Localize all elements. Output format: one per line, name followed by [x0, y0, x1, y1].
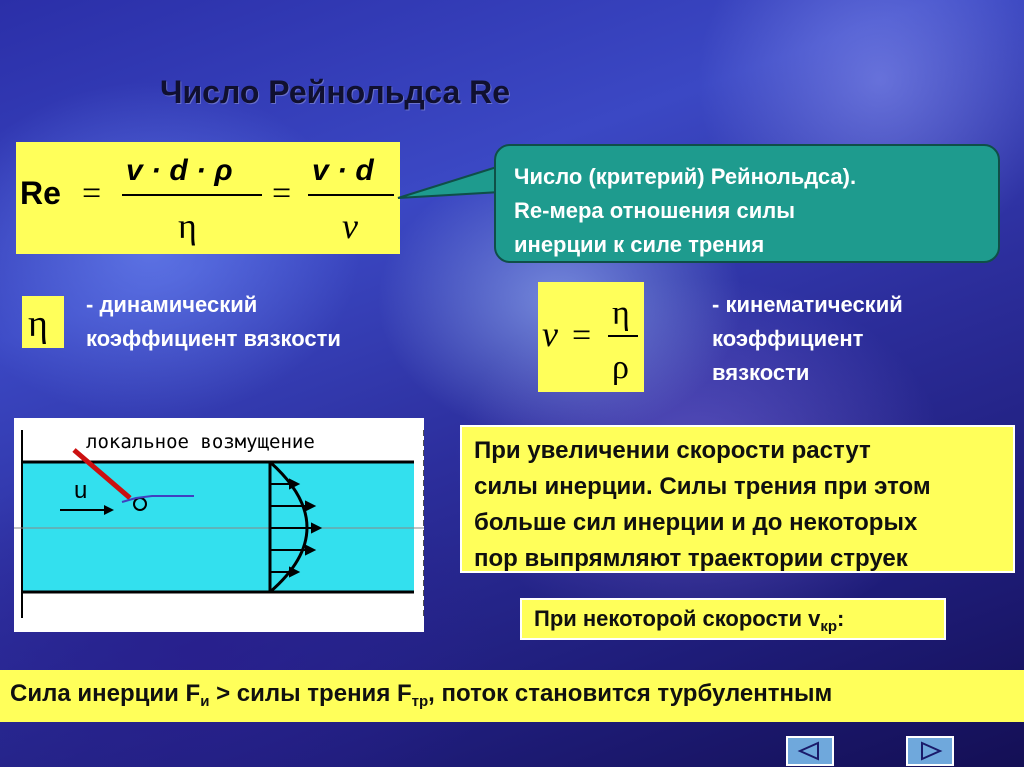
- disturbance-label: локальное возмущение: [86, 431, 315, 453]
- explanation-box: [460, 425, 1015, 573]
- formula-denominator-1: η: [178, 206, 197, 246]
- nu-denominator: ρ: [612, 349, 629, 386]
- kinematic-viscosity-label: [712, 288, 903, 390]
- nu-lhs: ν: [542, 314, 558, 354]
- next-slide-button[interactable]: [906, 736, 954, 766]
- definition-callout: [494, 144, 1000, 263]
- nu-equals: =: [572, 317, 592, 354]
- conclusion-sub-1: и: [200, 693, 210, 710]
- next-arrow-icon: [916, 741, 944, 761]
- formula-denominator-2: ν: [342, 206, 358, 246]
- callout-line-1: Число (критерий) Рейнольдса).: [514, 164, 857, 189]
- page-title: Число Рейнольдса Re: [160, 74, 511, 110]
- explanation-line-4: пор выпрямляют траектории струек: [474, 545, 908, 572]
- dynamic-viscosity-label: [86, 288, 341, 356]
- critical-speed-subscript: кр: [820, 618, 837, 635]
- flow-diagram: [14, 418, 424, 632]
- callout-line-3: инерции к силе трения: [514, 232, 765, 257]
- prev-slide-button[interactable]: [786, 736, 834, 766]
- explanation-line-3: больше сил инерции и до некоторых: [474, 509, 918, 536]
- conclusion-part-3: , поток становится турбулентным: [428, 680, 833, 707]
- conclusion-sub-2: тр: [411, 693, 429, 710]
- callout-line-2: Re-мера отношения силы: [514, 198, 795, 223]
- kinematic-line-1: - кинематический: [712, 292, 903, 317]
- dynamic-line-1: - динамический: [86, 292, 258, 317]
- eta-symbol: η: [28, 303, 48, 345]
- nu-formula: [538, 282, 644, 392]
- eta-symbol-box: [22, 296, 64, 348]
- dynamic-line-2: коэффициент вязкости: [86, 326, 341, 351]
- explanation-line-1: При увеличении скорости растут: [474, 437, 871, 464]
- velocity-label: u: [74, 477, 88, 504]
- critical-speed-text: При некоторой скорости v: [534, 606, 821, 631]
- explanation-line-2: силы инерции. Силы трения при этом: [474, 473, 931, 500]
- conclusion-part-1: Сила инерции F: [10, 680, 201, 707]
- prev-arrow-icon: [796, 741, 824, 761]
- critical-speed-box: [520, 598, 946, 640]
- kinematic-line-2: коэффициент: [712, 326, 864, 351]
- equals-sign-2: =: [272, 175, 292, 212]
- kinematic-line-3: вязкости: [712, 360, 810, 385]
- conclusion-part-2: > силы трения F: [209, 680, 412, 707]
- formula-numerator-2: v · d: [312, 154, 374, 187]
- formula-numerator-1: v · d · ρ: [126, 154, 233, 187]
- nu-numerator: η: [612, 295, 630, 332]
- bubble-tail: [396, 160, 506, 210]
- reynolds-formula: [16, 142, 400, 254]
- critical-speed-colon: :: [837, 606, 845, 631]
- conclusion-bar: [0, 670, 1024, 722]
- formula-lhs: Re: [20, 175, 61, 211]
- equals-sign-1: =: [82, 175, 102, 212]
